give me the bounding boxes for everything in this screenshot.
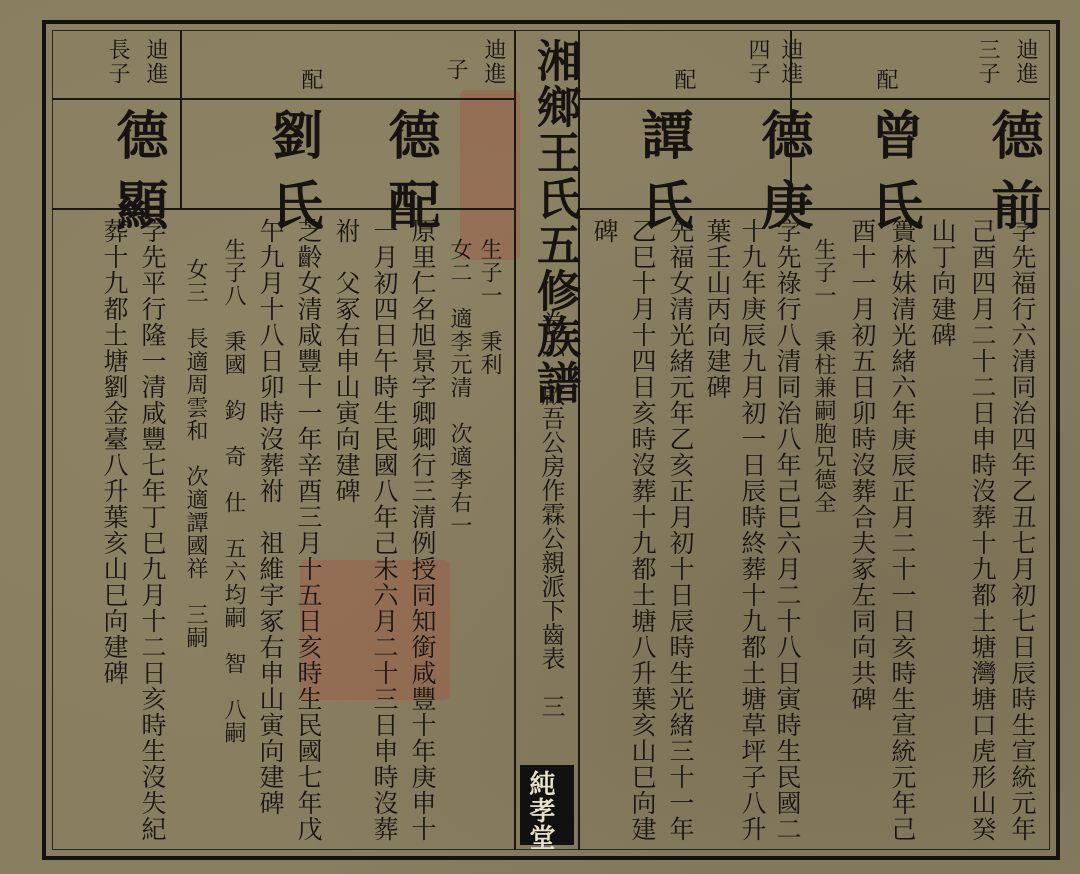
p1-name: 德前 — [982, 108, 1043, 248]
p4-bio-line-1: 字先平行隆一清咸豐七年丁巳九月十二日亥時生沒失紀 — [138, 218, 167, 842]
p3-spouse-line-1: 芝齡女清咸豐十一年辛酉三月十五日亥時生民國七年戊 — [294, 218, 323, 842]
p2-spouse-line-1: 先福女清光緒元年乙亥正月初十日辰時生光緒三十一年 — [666, 218, 695, 842]
p3-daughters-2: 女三 長適周雲和 次適譚國祥 三嗣 — [183, 258, 208, 649]
p1-spouse: 曾氏 — [862, 108, 923, 248]
p2-rank-label: 四子 — [745, 38, 770, 86]
p2-spouse: 譚氏 — [632, 108, 693, 248]
p2-bio-line-3: 葉壬山丙向建碑 — [703, 218, 732, 400]
p4-name: 德顯 — [107, 108, 168, 248]
p2-name: 德庚 — [752, 108, 813, 248]
col-divider-left-1 — [180, 30, 182, 208]
p2-spouse-label: 配 — [671, 68, 696, 92]
center-title-column — [514, 30, 580, 850]
p4-father-label: 迪進 — [143, 38, 168, 86]
p1-bio-line-3: 山丁向建碑 — [928, 218, 957, 348]
volume-section: 卷六 啟吾公房作霖公親派下齒表 三 — [537, 310, 565, 718]
p1-rank-label: 三子 — [975, 38, 1000, 86]
book-title: 湘鄉王氏五修族譜 — [529, 38, 580, 406]
p3-spouse: 劉氏 — [262, 108, 323, 248]
header-rule-right — [580, 98, 1050, 100]
p1-spouse-line-2: 酉十一月初五日卯時沒葬合夫冢左同向共碑 — [848, 218, 877, 712]
p4-bio-line-2: 葬十九都土塘劉金臺八升葉亥山巳向建碑 — [100, 218, 129, 686]
p3-spouse-label: 配 — [298, 68, 323, 92]
p1-spouse-label: 配 — [873, 68, 898, 92]
p1-bio-line-2: 己酉四月二十二日申時沒葬十九都土塘灣塘口虎形山癸 — [968, 218, 997, 842]
header-rule-left — [52, 98, 514, 100]
p3-bio-line-1: 原里仁名旭景字卿卿行三清例授同知銜咸豐十年庚申十 — [408, 218, 437, 842]
hall-name: 純孝堂 — [525, 770, 555, 851]
p3-father-label: 迪進 — [481, 38, 506, 86]
p4-rank-label: 長子 — [105, 38, 130, 86]
p2-bio-line-2: 十九年庚辰九月初一日辰時終葬十九都土塘草坪子八升 — [738, 218, 767, 842]
p3-bio-line-2: 一月初四日午時生民國八年己未六月二十三日申時沒葬 — [370, 218, 399, 842]
p2-bio-line-1: 字先祿行八清同治八年己巳六月二十八日寅時生民國二 — [773, 218, 802, 842]
p3-name: 德配 — [379, 108, 440, 248]
p1-children: 生子一 秉柱兼嗣胞兄德全 — [811, 238, 836, 514]
p3-daughters: 女二 適李元清 次適李右一 — [447, 238, 472, 537]
p3-bio-line-3: 祔 父冢右申山寅向建碑 — [332, 218, 361, 504]
p3-children: 生子一 秉利 — [477, 238, 502, 376]
p2-spouse-line-2: 乙巳十月十四日亥時沒葬十九都土塘八升葉亥山巳向建 — [628, 218, 657, 842]
p2-father-label: 迪進 — [778, 38, 803, 86]
p1-bio-line-1: 字先福行六清同治四年乙丑七月初七日辰時生宣統元年 — [1008, 218, 1037, 842]
p3-rank-label: 子 — [443, 58, 468, 82]
p2-spouse-line-3: 碑 — [590, 218, 619, 244]
p3-spouse-line-2: 午九月十八日卯時沒葬祔 祖維宇冢右申山寅向建碑 — [256, 218, 285, 816]
p1-father-label: 迪進 — [1013, 38, 1038, 86]
p3-sons: 生子八 秉國 鈞 奇 仕 五六均嗣 智 八嗣 — [221, 238, 246, 744]
p1-spouse-line-1: 簣林妹清光緒六年庚辰正月二十一日亥時生宣統元年己 — [888, 218, 917, 842]
